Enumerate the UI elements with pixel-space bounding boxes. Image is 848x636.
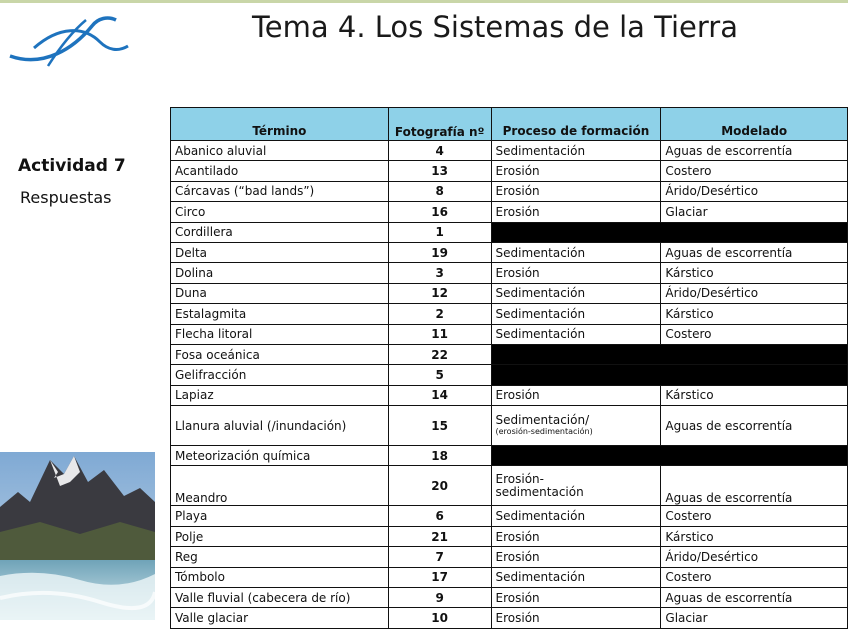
table-row — [171, 406, 848, 446]
process-text: Erosión — [495, 204, 540, 219]
photo-number-cell: 2 — [388, 304, 491, 324]
process-text: Erosión — [495, 184, 540, 199]
photo-number-cell: 16 — [388, 202, 491, 222]
photo-number-cell: 12 — [388, 283, 491, 303]
photo-number-cell: 1 — [388, 222, 491, 242]
process-note: (erosión-sedimentación) — [495, 427, 593, 437]
process-text: Sedimentación — [495, 306, 586, 321]
model-cell: Aguas de escorrentía — [661, 406, 848, 446]
photo-number-cell: 8 — [388, 181, 491, 201]
process-text: Sedimentación — [495, 143, 586, 158]
process-text: Erosión- — [495, 471, 544, 486]
photo-number-cell: 9 — [388, 588, 491, 608]
header-photo-label: Fotografía nº — [394, 125, 485, 139]
process-cell — [491, 161, 661, 181]
header-term: Término — [171, 108, 389, 141]
photo-number-cell: 10 — [388, 608, 491, 628]
process-text: Erosión — [495, 388, 540, 403]
process-cell — [491, 547, 661, 567]
process-cell — [491, 141, 661, 161]
term-cell: Llanura aluvial (/inundación) — [171, 406, 389, 446]
process-text: Erosión — [495, 164, 540, 179]
photo-number-cell: 14 — [388, 385, 491, 405]
process-cell — [491, 526, 661, 546]
process-cell — [491, 181, 661, 201]
table-row — [171, 304, 848, 324]
term-cell: Lapiaz — [171, 385, 389, 405]
process-text: Sedimentación — [495, 286, 586, 301]
process-text: Erosión — [495, 266, 540, 281]
model-cell: Kárstico — [661, 385, 848, 405]
term-cell: Reg — [171, 547, 389, 567]
term-cell: Flecha litoral — [171, 324, 389, 344]
table-row — [171, 242, 848, 262]
model-cell: Costero — [661, 324, 848, 344]
process-text: Sedimentación — [495, 570, 586, 585]
term-cell: Duna — [171, 283, 389, 303]
process-cell — [491, 466, 661, 506]
photo-number-cell: 19 — [388, 242, 491, 262]
table-row — [171, 222, 848, 242]
process-cell — [491, 406, 661, 446]
photo-number-cell: 7 — [388, 547, 491, 567]
table-row — [171, 263, 848, 283]
table-row — [171, 324, 848, 344]
photo-number-cell: 20 — [388, 466, 491, 506]
table-row — [171, 506, 848, 526]
term-cell: Abanico aluvial — [171, 141, 389, 161]
process-cell — [491, 567, 661, 587]
photo-number-cell: 18 — [388, 446, 491, 466]
photo-number-cell: 5 — [388, 365, 491, 385]
photo-number-cell: 15 — [388, 406, 491, 446]
model-cell: Árido/Desértico — [661, 181, 848, 201]
blocked-cell — [491, 446, 847, 466]
table-row — [171, 283, 848, 303]
table-row — [171, 344, 848, 364]
process-cell — [491, 608, 661, 628]
term-cell: Meandro — [171, 466, 389, 506]
process-text: Sedimentación — [495, 509, 586, 524]
blocked-cell — [491, 222, 847, 242]
process-cell — [491, 588, 661, 608]
term-cell: Cordillera — [171, 222, 389, 242]
header-model: Modelado — [661, 108, 848, 141]
process-cell — [491, 304, 661, 324]
page-title: Tema 4. Los Sistemas de la Tierra — [252, 10, 738, 44]
term-cell: Valle glaciar — [171, 608, 389, 628]
table-row — [171, 446, 848, 466]
model-cell: Kárstico — [661, 526, 848, 546]
model-cell: Costero — [661, 161, 848, 181]
term-cell: Meteorización química — [171, 446, 389, 466]
process-cell — [491, 324, 661, 344]
logo-icon — [4, 8, 134, 70]
term-cell: Estalagmita — [171, 304, 389, 324]
term-cell: Acantilado — [171, 161, 389, 181]
term-cell: Polje — [171, 526, 389, 546]
photo-number-cell: 6 — [388, 506, 491, 526]
term-cell: Playa — [171, 506, 389, 526]
table-row — [171, 526, 848, 546]
term-cell: Delta — [171, 242, 389, 262]
process-text: Erosión — [495, 590, 540, 605]
model-cell: Aguas de escorrentía — [661, 242, 848, 262]
photo-number-cell: 21 — [388, 526, 491, 546]
process-text: Erosión — [495, 611, 540, 626]
process-text: Sedimentación/ — [495, 413, 590, 428]
model-cell: Árido/Desértico — [661, 547, 848, 567]
photo-number-cell: 4 — [388, 141, 491, 161]
process-text: Erosión — [495, 529, 540, 544]
photo-number-cell: 22 — [388, 344, 491, 364]
model-cell: Glaciar — [661, 202, 848, 222]
header-photo — [388, 108, 491, 141]
process-text: Sedimentación — [495, 327, 586, 342]
model-cell: Aguas de escorrentía — [661, 141, 848, 161]
table-row — [171, 547, 848, 567]
photo-number-cell: 13 — [388, 161, 491, 181]
term-cell: Circo — [171, 202, 389, 222]
model-cell: Kárstico — [661, 304, 848, 324]
model-cell: Aguas de escorrentía — [661, 588, 848, 608]
process-text-line2: sedimentación — [495, 484, 584, 499]
process-cell — [491, 506, 661, 526]
blocked-cell — [491, 344, 847, 364]
table-row — [171, 466, 848, 506]
landforms-table — [170, 107, 848, 629]
process-text: Erosión — [495, 549, 540, 564]
term-cell: Fosa oceánica — [171, 344, 389, 364]
model-cell: Glaciar — [661, 608, 848, 628]
photo-number-cell: 17 — [388, 567, 491, 587]
mountain-river-photo — [0, 452, 155, 620]
model-cell: Aguas de escorrentía — [661, 466, 848, 506]
table-row — [171, 365, 848, 385]
term-cell: Gelifracción — [171, 365, 389, 385]
table-row — [171, 181, 848, 201]
term-cell: Cárcavas (“bad lands”) — [171, 181, 389, 201]
table-row — [171, 608, 848, 628]
blocked-cell — [491, 365, 847, 385]
term-cell: Tómbolo — [171, 567, 389, 587]
header-process: Proceso de formación — [491, 108, 661, 141]
model-cell: Costero — [661, 567, 848, 587]
photo-number-cell: 11 — [388, 324, 491, 344]
activity-label: Actividad 7 — [18, 156, 126, 176]
table-row — [171, 141, 848, 161]
process-cell — [491, 202, 661, 222]
model-cell: Árido/Desértico — [661, 283, 848, 303]
table-row — [171, 567, 848, 587]
process-cell — [491, 283, 661, 303]
term-cell: Dolina — [171, 263, 389, 283]
process-cell — [491, 242, 661, 262]
process-cell — [491, 263, 661, 283]
answers-label: Respuestas — [20, 188, 112, 207]
table-row — [171, 202, 848, 222]
model-cell: Costero — [661, 506, 848, 526]
process-cell — [491, 385, 661, 405]
table-row — [171, 161, 848, 181]
process-text: Sedimentación — [495, 245, 586, 260]
top-rule — [0, 0, 848, 3]
table-row — [171, 588, 848, 608]
term-cell: Valle fluvial (cabecera de río) — [171, 588, 389, 608]
table-row — [171, 385, 848, 405]
photo-number-cell: 3 — [388, 263, 491, 283]
model-cell: Kárstico — [661, 263, 848, 283]
